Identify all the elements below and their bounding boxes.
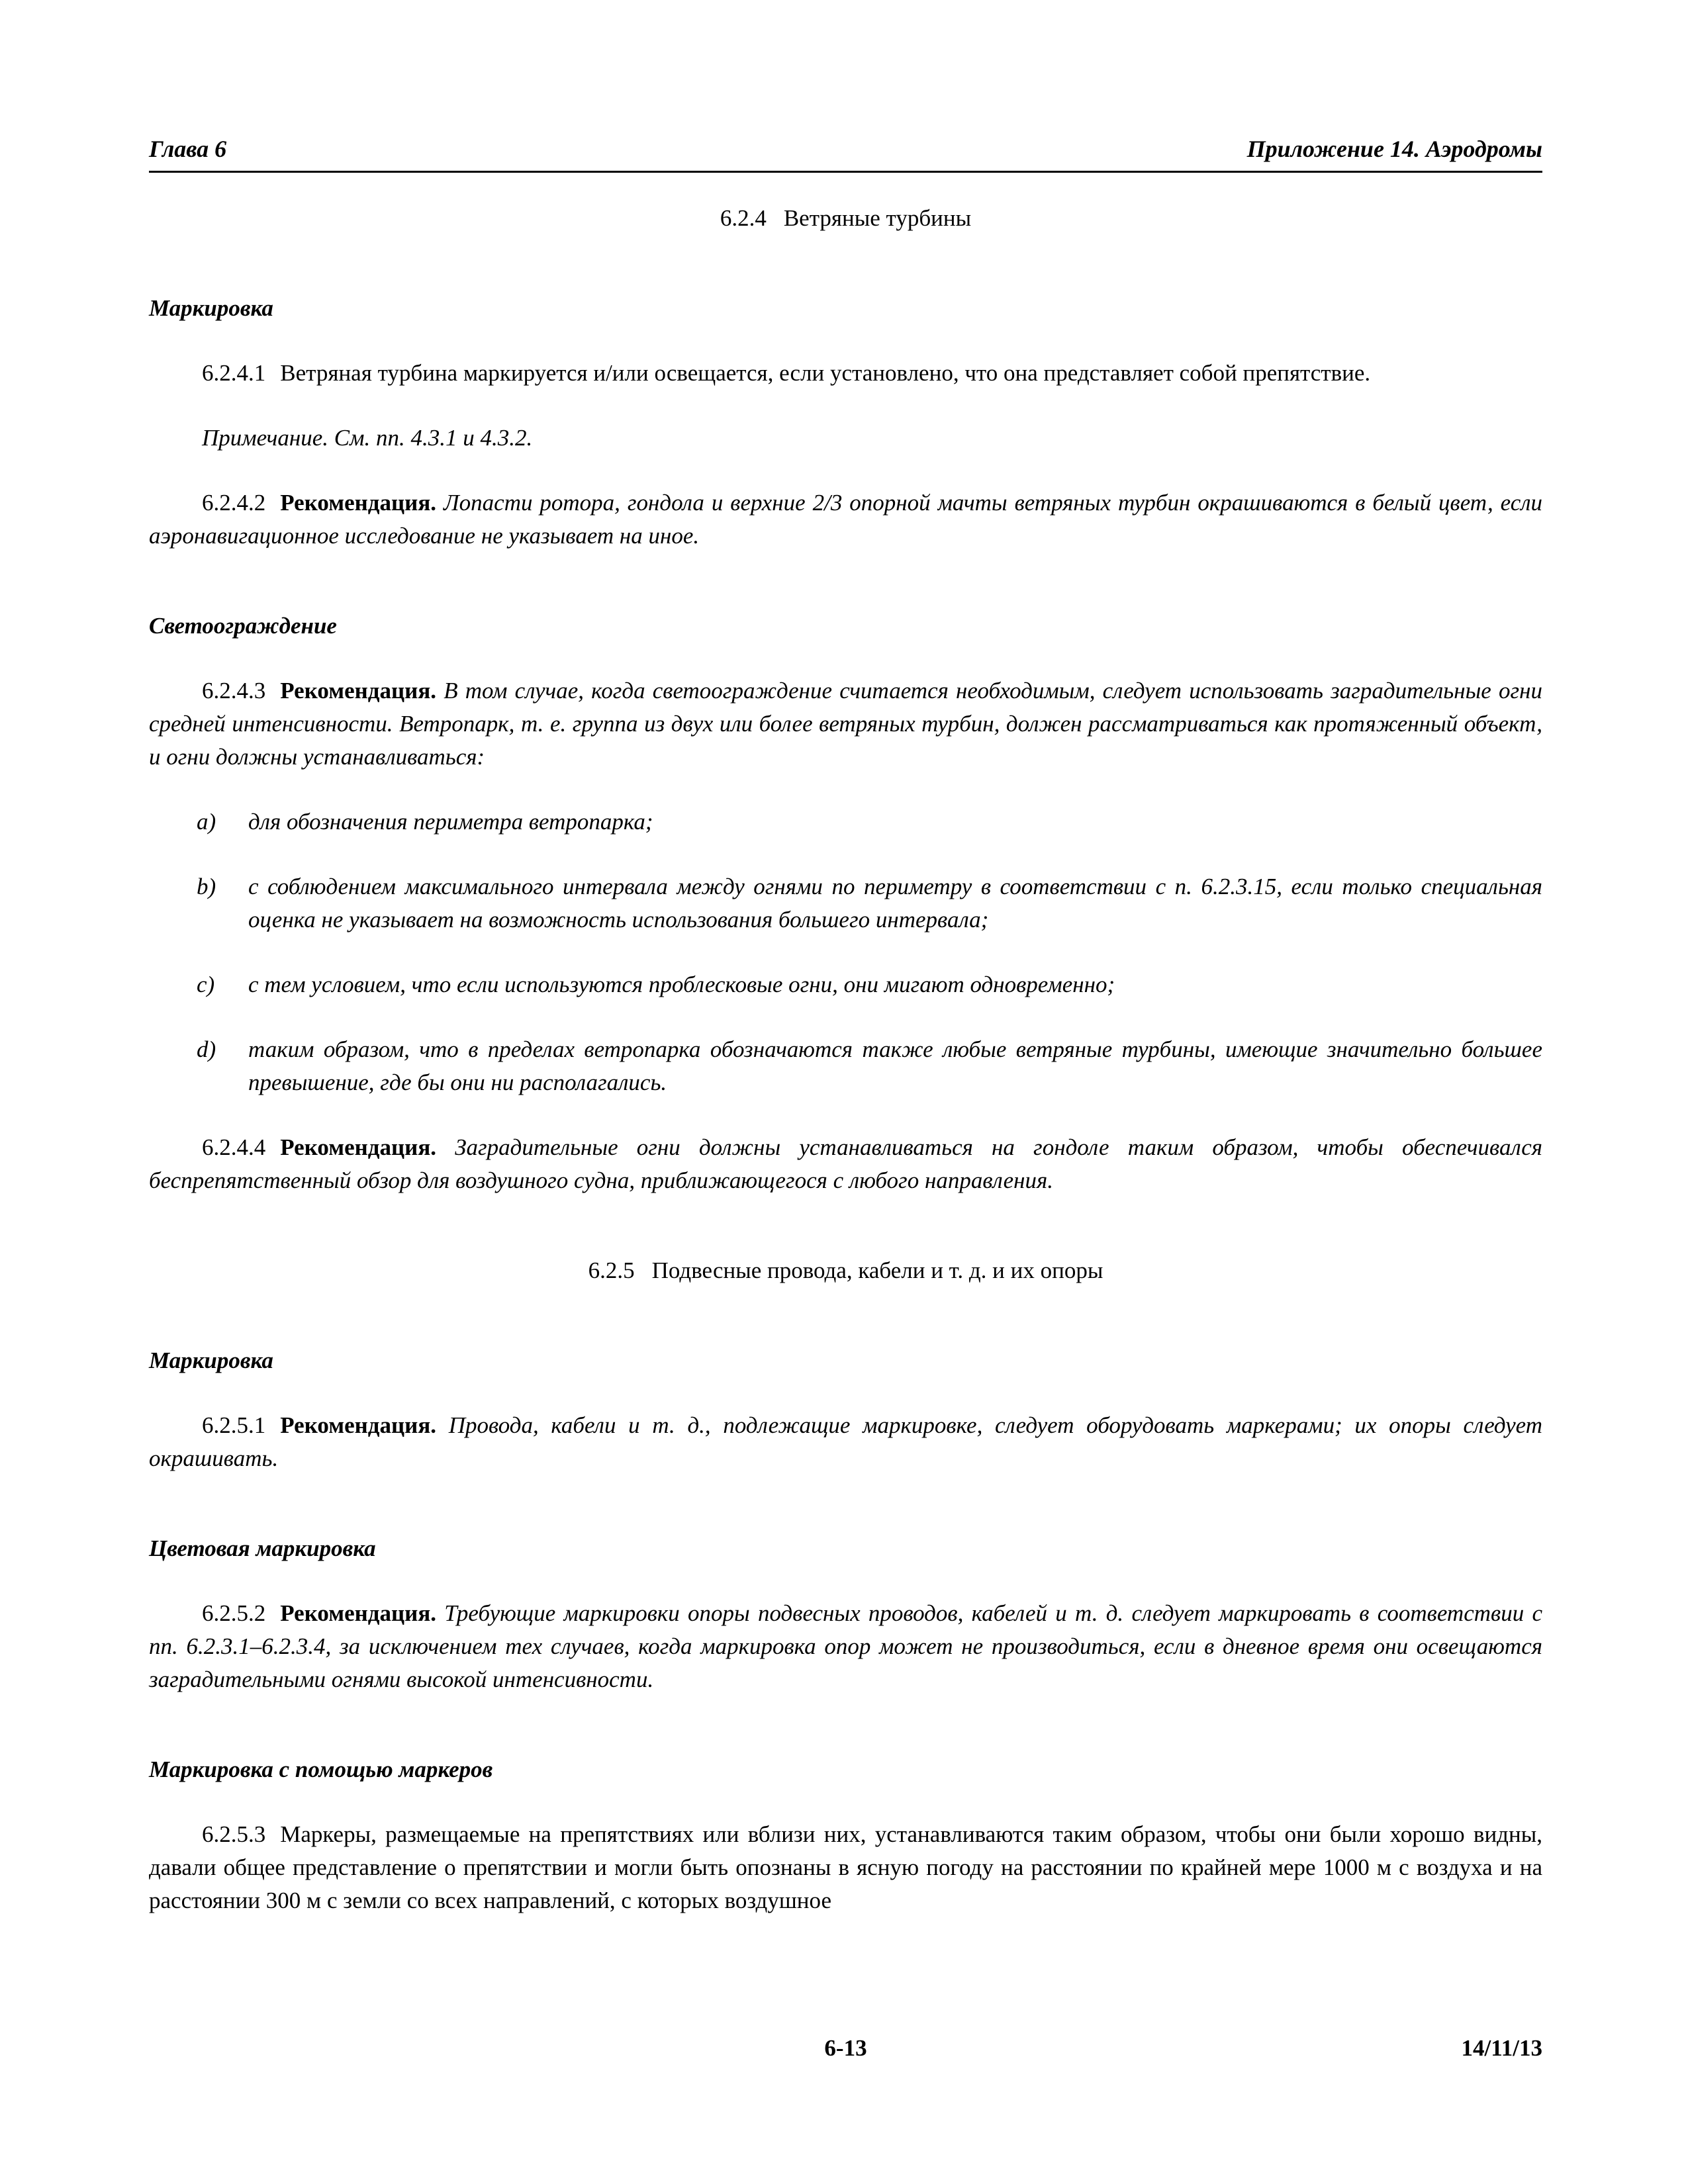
section-title-6-2-4 [149,202,1542,235]
recommendation-label: Рекомендация. [280,490,437,516]
paragraph-6-2-4-3 [149,674,1542,774]
paragraph-text: Требующие маркировки опоры подвесных проводов, кабелей и т. д. следует маркировать в соответствии с пп. 6.2.3.1–6.2.3.4, за исключением тех случаев, когда маркировка опор может не производиться, если в дневное время они освещаются заградительными огнями высокой интенсивности. [149,1600,1542,1692]
paragraph-6-2-5-1 [149,1409,1542,1475]
section-number: 6.2.4 [720,205,767,231]
recommendation-label: Рекомендация. [280,678,437,704]
subheading-markers: Маркировка с помощью маркеров [149,1756,493,1782]
paragraph-text: Лопасти ротора, гондола и верхние 2/3 опорной мачты ветряных турбин окрашиваются в белый цвет, если аэронавигационное исследование не указывает на иное. [149,490,1542,549]
paragraph-6-2-5-3 [149,1818,1542,1917]
annex-title: Приложение 14. Аэродромы [1246,136,1542,162]
paragraph-number: 6.2.5.3 [202,1821,266,1847]
paragraph-text: Провода, кабели и т. д., подлежащие маркировке, следует оборудовать маркерами; их опоры следует окрашивать. [149,1412,1543,1471]
section-title-text: Ветряные турбины [783,205,972,231]
paragraph-text: В том случае, когда светоограждение считается необходимым, следует использовать заградительные огни средней интенсивности. Ветропарк, т. е. группа из двух или более ветряных турбин, должен рассматриваться как протяженный объект, и огни должны устанавливаться: [149,678,1542,770]
page-header [149,131,1542,173]
page-footer [149,2035,1542,2068]
subheading-marking: Маркировка [149,1347,273,1373]
list-text: с тем условием, что если используются проблесковые огни, они мигают одновременно; [248,972,1115,997]
section-number: 6.2.5 [588,1257,635,1283]
paragraph-number: 6.2.4.4 [202,1134,266,1160]
paragraph-6-2-4-4 [149,1131,1542,1197]
list-text: для обозначения периметра ветропарка; [248,809,653,835]
paragraph-6-2-5-2 [149,1597,1542,1696]
subheading-lighting: Светоограждение [149,613,337,639]
recommendation-label: Рекомендация. [280,1134,437,1160]
list-text: таким образом, что в пределах ветропарка обозначаются также любые ветряные турбины, имеющие значительно большее превышение, где бы они ни располагались. [248,1036,1542,1095]
paragraph-text: Заградительные огни должны устанавливаться на гондоле таким образом, чтобы обеспечивался беспрепятственный обзор для воздушного судна, приближающегося с любого направления. [149,1134,1543,1193]
paragraph-number: 6.2.4.1 [202,360,266,386]
paragraph-text: Маркеры, размещаемые на препятствиях или вблизи них, устанавливаются таким образом, чтобы они были хорошо видны, давали общее представление о препятствии и могли быть опознаны в ясную погоду на расстоянии по крайней мере 1000 м с воздуха и на расстоянии 300 м с земли со всех направлений, с которых воздушное [149,1821,1542,1913]
paragraph-text: Ветряная турбина маркируется и/или освещается, если установлено, что она представляет собой препятствие. [280,360,1371,386]
paragraph-number: 6.2.4.2 [202,490,266,516]
list-item-b [149,870,1542,936]
list-item-c [149,968,1542,1001]
section-title-text: Подвесные провода, кабели и т. д. и их опоры [651,1257,1103,1283]
recommendation-label: Рекомендация. [280,1600,437,1626]
subheading-marking: Маркировка [149,295,273,321]
list-item-d [149,1033,1542,1099]
paragraph-6-2-4-1 [149,357,1542,390]
list-item-a [149,805,1542,839]
paragraph-number: 6.2.4.3 [202,678,266,704]
section-title-6-2-5 [149,1254,1542,1287]
paragraph-number: 6.2.5.1 [202,1412,266,1438]
page-number: 6-13 [824,2035,867,2061]
paragraph-number: 6.2.5.2 [202,1600,266,1626]
list-letter: c) [197,972,215,997]
subheading-color-marking: Цветовая маркировка [149,1535,376,1561]
chapter-label: Глава 6 [149,136,227,162]
list-letter: a) [197,809,216,835]
recommendation-label: Рекомендация. [280,1412,437,1438]
revision-date: 14/11/13 [1461,2035,1542,2061]
note: Примечание. См. пп. 4.3.1 и 4.3.2. [202,425,533,451]
list-letter: d) [197,1036,216,1062]
paragraph-6-2-4-2 [149,486,1542,553]
page-body [149,202,1542,1917]
list-letter: b) [197,874,216,899]
list-text: с соблюдением максимального интервала между огнями по периметру в соответствии с п. 6.2.3.15, если только специальная оценка не указывает на возможность использования большего интервала; [248,874,1542,933]
